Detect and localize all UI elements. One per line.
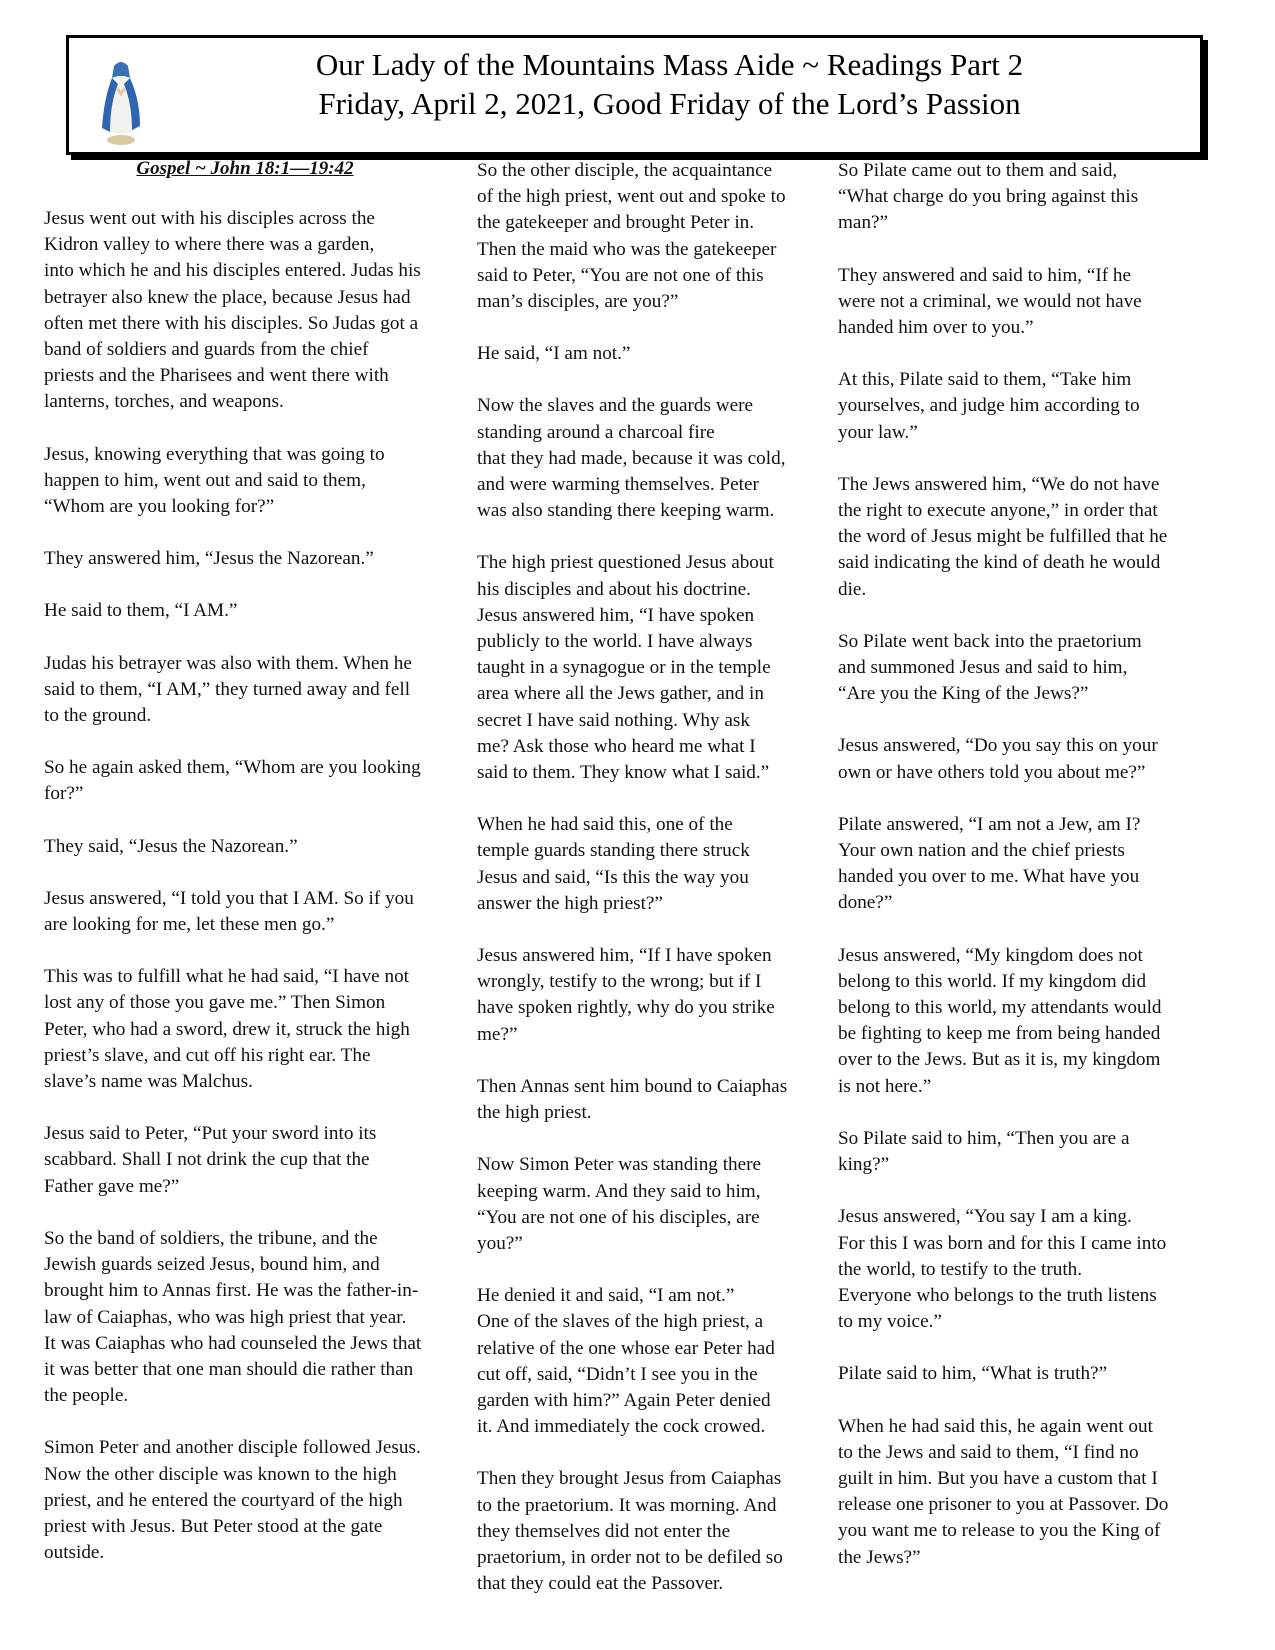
text-line: Jesus answered him, “If I have spoken — [477, 945, 772, 967]
text-line: over to the Jews. But as it is, my kingdom — [838, 1049, 1161, 1071]
text-line: The Jews answered him, “We do not have — [838, 473, 1160, 495]
paragraph — [838, 812, 1208, 917]
text-line: For this I was born and for this I came into — [838, 1232, 1167, 1254]
paragraph — [477, 812, 825, 917]
text-line: the right to execute anyone,” in order that — [838, 500, 1158, 522]
text-line: to the ground. — [44, 705, 152, 727]
text-line: wrongly, testify to the wrong; but if I — [477, 971, 762, 993]
text-line: you want me to release to you the King of — [838, 1520, 1161, 1542]
paragraph — [477, 158, 825, 315]
text-line: to the praetorium. It was morning. And — [477, 1494, 777, 1516]
text-line: king?” — [838, 1154, 890, 1176]
text-line: are looking for me, let these men go.” — [44, 914, 335, 936]
text-line: to the Jews and said to them, “I find no — [838, 1441, 1139, 1463]
text-line: Jesus answered, “My kingdom does not — [838, 944, 1143, 966]
text-line: belong to this world, my attendants would — [838, 997, 1162, 1019]
text-line: Jesus answered, “Do you say this on your — [838, 735, 1158, 757]
header-box — [66, 35, 1203, 155]
text-line: that they had made, because it was cold, — [477, 447, 786, 469]
paragraph — [477, 550, 825, 786]
paragraph — [838, 1126, 1208, 1178]
text-line: done?” — [838, 892, 893, 914]
paragraph — [44, 886, 454, 938]
text-line: Then the maid who was the gatekeeper — [477, 238, 777, 260]
text-line: is not here.” — [838, 1075, 932, 1097]
paragraph — [838, 1414, 1208, 1571]
text-line: were not a criminal, we would not have — [838, 290, 1142, 312]
text-line: handed him over to you.” — [838, 317, 1034, 339]
text-line: his disciples and about his doctrine. — [477, 578, 751, 600]
text-line: publicly to the world. I have always — [477, 631, 753, 653]
text-line: So Pilate went back into the praetorium — [838, 630, 1142, 652]
text-line: Judas his betrayer was also with them. When he — [44, 652, 412, 674]
paragraph — [838, 943, 1208, 1100]
text-line: they themselves did not enter the — [477, 1520, 731, 1542]
text-line: One of the slaves of the high priest, a — [477, 1311, 764, 1333]
text-line: taught in a synagogue or in the temple — [477, 657, 771, 679]
text-line: Your own nation and the chief priests — [838, 840, 1125, 862]
header-title: Our Lady of the Mountains Mass Aide ~ Readings Part 2 — [315, 47, 1024, 82]
text-line: When he had said this, he again went out — [838, 1415, 1153, 1437]
paragraph — [838, 629, 1208, 708]
text-line: the gatekeeper and brought Peter in. — [477, 212, 755, 234]
paragraph — [838, 733, 1208, 785]
text-line: So he again asked them, “Whom are you looking — [44, 757, 421, 779]
text-line: relative of the one whose ear Peter had — [477, 1337, 775, 1359]
text-line: Jesus went out with his disciples across the — [44, 208, 375, 229]
text-line: standing around a charcoal fire — [477, 421, 715, 443]
text-line: Jesus and said, “Is this the way you — [477, 866, 749, 888]
text-column-3 — [838, 158, 1208, 1640]
text-line: “What charge do you bring against this — [838, 186, 1139, 208]
text-line: Jesus said to Peter, “Put your sword into its — [44, 1123, 377, 1145]
text-line: Then Annas sent him bound to Caiaphas — [477, 1075, 788, 1097]
text-line: praetorium, in order not to be defiled so — [477, 1546, 783, 1568]
text-line: the people. — [44, 1385, 129, 1407]
text-line: “Are you the King of the Jews?” — [838, 683, 1089, 705]
text-line: into which he and his disciples entered. Judas his — [44, 260, 421, 282]
text-line: that they could eat the Passover. — [477, 1573, 724, 1595]
paragraph — [477, 341, 825, 367]
paragraph — [477, 1283, 825, 1440]
text-line: So Pilate said to him, “Then you are a — [838, 1127, 1130, 1149]
text-line: said to Peter, “You are not one of this — [477, 264, 764, 286]
text-line: So the other disciple, the acquaintance — [477, 160, 773, 181]
paragraph — [44, 651, 454, 730]
text-line: Everyone who belongs to the truth listens — [838, 1284, 1157, 1306]
paragraph — [44, 1226, 454, 1409]
text-line: Kidron valley to where there was a garden, — [44, 234, 375, 256]
text-line: Jesus answered him, “I have spoken — [477, 604, 755, 626]
text-line: This was to fulfill what he had said, “I have not — [44, 966, 410, 988]
text-line: of the high priest, went out and spoke to — [477, 186, 786, 208]
text-line: Pilate said to him, “What is truth?” — [838, 1363, 1108, 1385]
text-line: man’s disciples, are you?” — [477, 291, 679, 313]
paragraph — [838, 1204, 1208, 1335]
text-line: and were warming themselves. Peter — [477, 474, 759, 496]
text-line: it. And immediately the cock crowed. — [477, 1416, 766, 1438]
text-line: At this, Pilate said to them, “Take him — [838, 369, 1132, 391]
text-line: was also standing there keeping warm. — [477, 500, 775, 522]
text-line: garden with him?” Again Peter denied — [477, 1389, 771, 1411]
text-line: outside. — [44, 1542, 105, 1564]
text-line: own or have others told you about me?” — [838, 761, 1146, 783]
text-line: you?” — [477, 1232, 523, 1254]
paragraph — [477, 1152, 825, 1257]
text-column-2 — [477, 158, 825, 1640]
paragraph — [838, 263, 1208, 342]
text-line: He denied it and said, “I am not.” — [477, 1285, 735, 1307]
text-line: slave’s name was Malchus. — [44, 1071, 253, 1093]
text-line: Now the slaves and the guards were — [477, 395, 753, 417]
text-line: brought him to Annas first. He was the father-in- — [44, 1280, 419, 1302]
text-line: lost any of those you gave me.” Then Simon — [44, 992, 386, 1014]
paragraph — [838, 367, 1208, 446]
text-line: temple guards standing there struck — [477, 840, 750, 862]
text-line: Peter, who had a sword, drew it, struck the high — [44, 1018, 410, 1040]
paragraph — [44, 1121, 454, 1200]
text-line: betrayer also knew the place, because Jesus had — [44, 286, 411, 308]
text-line: priest with Jesus. But Peter stood at the gate — [44, 1515, 383, 1537]
text-line: secret I have said nothing. Why ask — [477, 709, 750, 731]
paragraph — [838, 1361, 1208, 1387]
text-line: cut off, said, “Didn’t I see you in the — [477, 1363, 758, 1385]
text-line: be fighting to keep me from being handed — [838, 1023, 1161, 1045]
text-line: said to them. They know what I said.” — [477, 762, 770, 784]
text-line: said to them, “I AM,” they turned away and fell — [44, 678, 411, 700]
text-line: priest’s slave, and cut off his right ear. The — [44, 1044, 371, 1066]
text-line: Jewish guards seized Jesus, bound him, and — [44, 1254, 380, 1276]
text-line: When he had said this, one of the — [477, 814, 733, 836]
text-line: said indicating the kind of death he would — [838, 552, 1161, 574]
gospel-heading: Gospel ~ John 18:1—19:42 — [136, 158, 354, 179]
text-line: Father gave me?” — [44, 1175, 180, 1197]
text-line: priests and the Pharisees and went there with — [44, 365, 389, 387]
text-line: release one prisoner to you at Passover. Do — [838, 1494, 1169, 1516]
text-line: They said, “Jesus the Nazorean.” — [44, 835, 298, 857]
paragraph — [838, 472, 1208, 603]
paragraph — [44, 598, 454, 624]
text-line: yourselves, and judge him according to — [838, 395, 1140, 417]
text-line: Jesus answered, “I told you that I AM. So if you — [44, 887, 414, 909]
text-column-1 — [44, 158, 454, 1640]
text-line: to my voice.” — [838, 1311, 942, 1333]
text-line: Jesus, knowing everything that was going to — [44, 443, 385, 465]
paragraph — [44, 964, 454, 1095]
text-line: the Jews?” — [838, 1546, 921, 1568]
text-line: So Pilate came out to them and said, — [838, 160, 1118, 181]
text-line: “Whom are you looking for?” — [44, 496, 275, 518]
header-date: Friday, April 2, 2021, Good Friday of the Lord’s Passion — [318, 86, 1021, 121]
text-line: handed you over to me. What have you — [838, 866, 1140, 888]
text-line: the word of Jesus might be fulfilled that he — [838, 526, 1168, 548]
text-line: scabbard. Shall I not drink the cup that the — [44, 1149, 370, 1171]
text-line: He said, “I am not.” — [477, 343, 631, 365]
text-line: often met there with his disciples. So Judas got a — [44, 312, 419, 334]
text-line: lanterns, torches, and weapons. — [44, 391, 284, 413]
text-line: your law.” — [838, 421, 918, 443]
text-line: and summoned Jesus and said to him, — [838, 657, 1128, 679]
text-line: guilt in him. But you have a custom that I — [838, 1467, 1158, 1489]
text-line: Now the other disciple was known to the high — [44, 1463, 397, 1485]
paragraph — [477, 1074, 825, 1126]
paragraph — [44, 442, 454, 521]
text-line: area where all the Jews gather, and in — [477, 683, 764, 705]
text-line: happen to him, went out and said to them, — [44, 469, 366, 491]
text-line: Jesus answered, “You say I am a king. — [838, 1206, 1132, 1228]
text-line: die. — [838, 578, 867, 600]
text-line: answer the high priest?” — [477, 892, 663, 914]
paragraph — [44, 834, 454, 860]
text-line: have spoken rightly, why do you strike — [477, 997, 775, 1019]
paragraph — [44, 1435, 454, 1566]
text-line: the high priest. — [477, 1102, 592, 1124]
paragraph — [44, 755, 454, 807]
paragraph — [477, 1466, 825, 1597]
text-line: He said to them, “I AM.” — [44, 600, 238, 622]
text-line: for?” — [44, 783, 84, 805]
text-line: Then they brought Jesus from Caiaphas — [477, 1468, 782, 1490]
text-line: man?” — [838, 212, 889, 234]
text-line: They answered him, “Jesus the Nazorean.” — [44, 548, 374, 570]
text-line: priest, and he entered the courtyard of the high — [44, 1489, 403, 1511]
paragraph — [44, 206, 454, 416]
text-line: Pilate answered, “I am not a Jew, am I? — [838, 813, 1141, 835]
text-line: me? Ask those who heard me what I — [477, 735, 756, 757]
text-line: The high priest questioned Jesus about — [477, 552, 774, 574]
paragraph — [838, 158, 1208, 237]
paragraph — [477, 393, 825, 524]
paragraph — [477, 943, 825, 1048]
text-line: They answered and said to him, “If he — [838, 264, 1132, 286]
text-line: belong to this world. If my kingdom did — [838, 970, 1147, 992]
text-line: “You are not one of his disciples, are — [477, 1206, 760, 1228]
text-line: So the band of soldiers, the tribune, and the — [44, 1227, 378, 1249]
text-line: it was better that one man should die rather than — [44, 1358, 414, 1380]
text-line: Simon Peter and another disciple followed Jesus. — [44, 1437, 421, 1459]
text-line: band of soldiers and guards from the chief — [44, 339, 369, 361]
text-line: It was Caiaphas who had counseled the Jews that — [44, 1332, 422, 1354]
paragraph — [44, 546, 454, 572]
text-line: Now Simon Peter was standing there — [477, 1154, 762, 1176]
text-line: law of Caiaphas, who was high priest that year. — [44, 1306, 407, 1328]
text-line: me?” — [477, 1023, 518, 1045]
text-line: the world, to testify to the truth. — [838, 1258, 1083, 1280]
text-line: keeping warm. And they said to him, — [477, 1180, 761, 1202]
